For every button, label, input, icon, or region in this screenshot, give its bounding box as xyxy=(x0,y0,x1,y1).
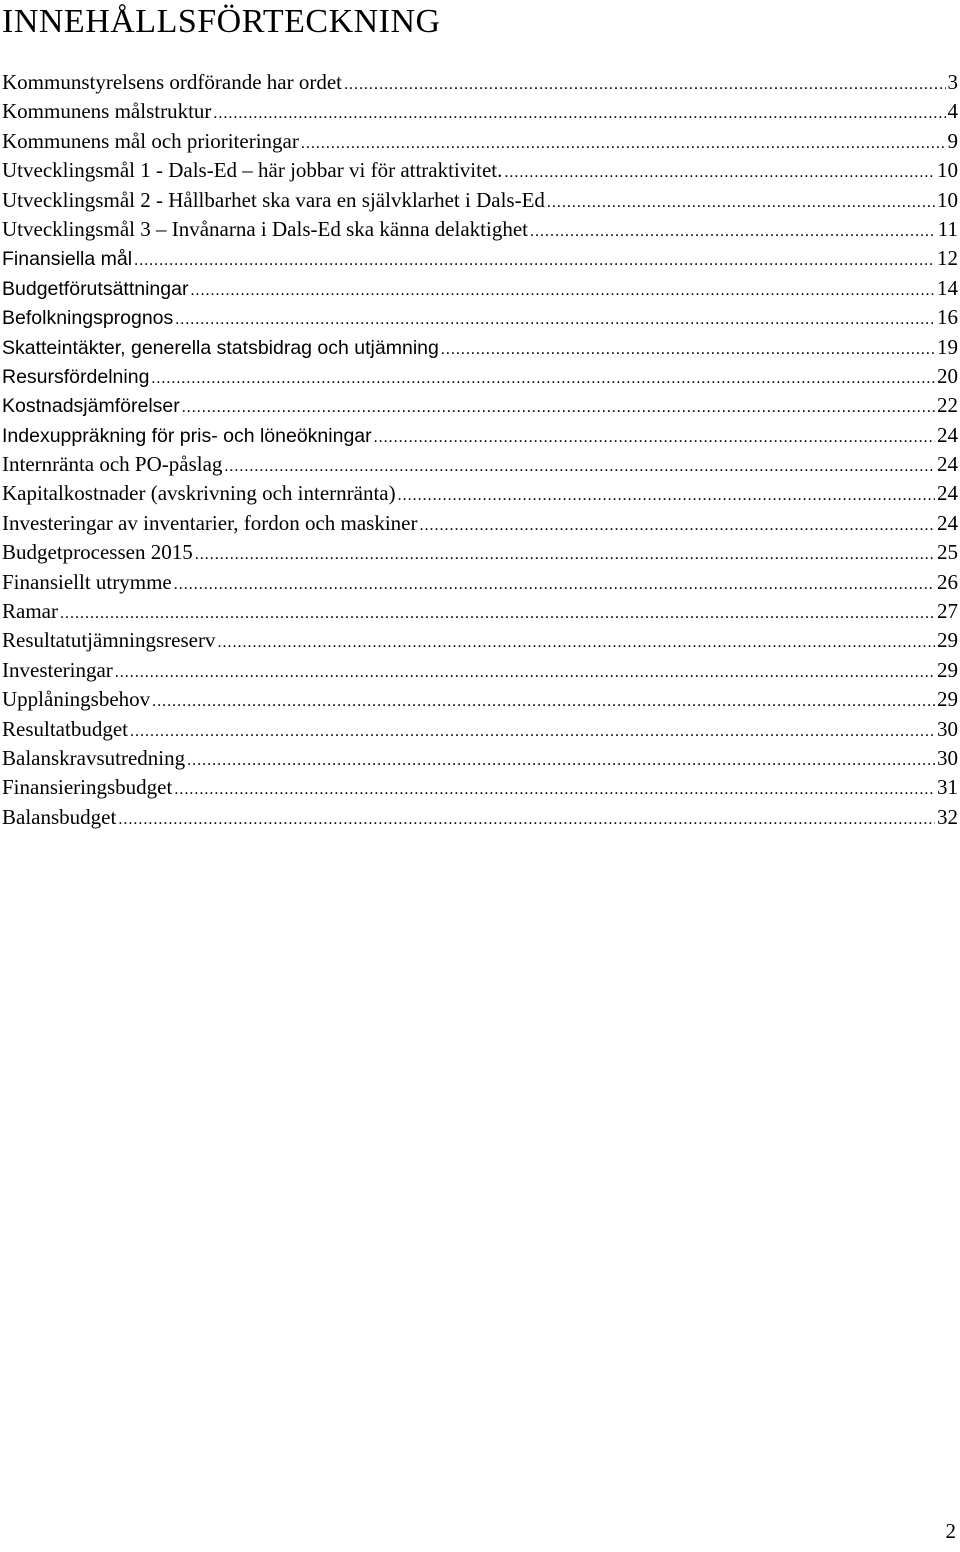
toc-leader-dots xyxy=(195,540,935,569)
toc-entry-label: Balanskravsutredning xyxy=(2,745,186,770)
toc-leader-dots xyxy=(175,305,935,334)
toc-entry-page: 3 xyxy=(947,70,958,94)
toc-entry-label: Utvecklingsmål 2 - Hållbarhet ska vara en självklarhet i Dals-Ed xyxy=(2,187,545,212)
toc-entry-page: 19 xyxy=(937,334,958,359)
toc-entry-page: 26 xyxy=(937,569,958,594)
toc-entry[interactable] xyxy=(2,244,958,273)
toc-entry[interactable] xyxy=(2,803,958,832)
toc-entry-label: Upplåningsbehov xyxy=(2,687,151,712)
toc-leader-dots xyxy=(182,393,935,422)
toc-entry-label: Utvecklingsmål 1 - Dals-Ed – här jobbar vi för attraktivitet. xyxy=(2,158,503,183)
toc-entry-page: 31 xyxy=(937,775,958,800)
toc-leader-dots xyxy=(344,70,946,99)
toc-leader-dots xyxy=(504,158,935,187)
toc-entry-label: Skatteintäkter, generella statsbidrag och utjämning xyxy=(2,336,439,359)
toc-entry-page: 30 xyxy=(937,716,958,741)
toc-leader-dots xyxy=(134,246,935,275)
toc-leader-dots xyxy=(530,217,936,246)
toc-entry[interactable] xyxy=(2,597,958,626)
toc-entry[interactable] xyxy=(2,421,958,450)
toc-entry-page: 11 xyxy=(937,216,958,241)
toc-entry-label: Kommunstyrelsens ordförande har ordet xyxy=(2,70,342,94)
toc-entry-page: 14 xyxy=(937,275,958,300)
toc-leader-dots xyxy=(60,599,935,628)
toc-leader-dots xyxy=(190,276,935,305)
toc-entry-label: Resultatbudget xyxy=(2,716,128,741)
table-of-contents xyxy=(2,68,958,832)
toc-entry-page: 29 xyxy=(937,628,958,653)
toc-entry[interactable] xyxy=(2,186,958,215)
toc-entry[interactable] xyxy=(2,156,958,185)
toc-leader-dots xyxy=(151,364,935,393)
toc-entry-label: Befolkningsprognos xyxy=(2,307,174,330)
toc-entry[interactable] xyxy=(2,715,958,744)
toc-entry[interactable] xyxy=(2,538,958,567)
toc-entry-page: 32 xyxy=(937,804,958,829)
toc-leader-dots xyxy=(115,658,935,687)
toc-entry-label: Kostnadsjämförelser xyxy=(2,395,180,418)
toc-entry-label: Ramar xyxy=(2,599,58,624)
toc-entry-label: Finansieringsbudget xyxy=(2,775,173,800)
toc-entry[interactable] xyxy=(2,450,958,479)
toc-entry[interactable] xyxy=(2,509,958,538)
toc-entry[interactable] xyxy=(2,568,958,597)
toc-entry-page: 29 xyxy=(937,657,958,682)
toc-leader-dots xyxy=(374,423,935,452)
toc-leader-dots xyxy=(174,570,935,599)
toc-entry[interactable] xyxy=(2,626,958,655)
toc-entry[interactable] xyxy=(2,685,958,714)
page-number: 2 xyxy=(945,1519,956,1543)
toc-leader-dots xyxy=(217,628,935,657)
toc-entry[interactable] xyxy=(2,215,958,244)
toc-leader-dots xyxy=(398,481,935,510)
toc-entry-page: 16 xyxy=(937,305,958,330)
toc-entry[interactable] xyxy=(2,744,958,773)
toc-leader-dots xyxy=(174,775,935,804)
toc-entry[interactable] xyxy=(2,656,958,685)
toc-leader-dots xyxy=(130,717,935,746)
toc-entry-label: Internränta och PO-påslag xyxy=(2,452,223,477)
toc-entry[interactable] xyxy=(2,333,958,362)
toc-entry-label: Finansiella mål xyxy=(2,248,133,271)
toc-entry-label: Investeringar av inventarier, fordon och maskiner xyxy=(2,510,418,535)
toc-entry[interactable] xyxy=(2,68,958,97)
toc-entry-page: 20 xyxy=(937,363,958,388)
toc-entry-label: Balansbudget xyxy=(2,804,117,829)
toc-entry-page: 27 xyxy=(937,599,958,624)
toc-entry-label: Kommunens målstruktur xyxy=(2,99,212,124)
toc-entry-label: Budgetprocessen 2015 xyxy=(2,540,193,565)
toc-entry-label: Indexuppräkning för pris- och löneökningar xyxy=(2,424,372,447)
toc-entry[interactable] xyxy=(2,127,958,156)
toc-leader-dots xyxy=(224,452,935,481)
toc-entry-page: 24 xyxy=(937,510,958,535)
toc-entry-page: 22 xyxy=(937,393,958,418)
toc-leader-dots xyxy=(301,129,946,158)
toc-entry-page: 24 xyxy=(937,481,958,506)
page-title: INNEHÅLLSFÖRTECKNING xyxy=(2,3,441,40)
toc-entry[interactable] xyxy=(2,303,958,332)
toc-entry[interactable] xyxy=(2,97,958,126)
toc-entry-page: 24 xyxy=(937,422,958,447)
toc-entry-page: 10 xyxy=(937,187,958,212)
toc-entry-label: Finansiellt utrymme xyxy=(2,569,172,594)
toc-leader-dots xyxy=(213,99,945,128)
toc-entry-page: 4 xyxy=(947,99,958,124)
toc-entry-page: 25 xyxy=(937,540,958,565)
toc-entry[interactable] xyxy=(2,391,958,420)
toc-entry-page: 9 xyxy=(947,128,958,153)
toc-entry-page: 30 xyxy=(937,745,958,770)
toc-entry[interactable] xyxy=(2,362,958,391)
toc-leader-dots xyxy=(152,687,935,716)
toc-leader-dots xyxy=(547,188,935,217)
toc-entry-label: Resursfördelning xyxy=(2,365,150,388)
toc-entry[interactable] xyxy=(2,274,958,303)
toc-entry[interactable] xyxy=(2,479,958,508)
toc-entry-label: Kapitalkostnader (avskrivning och internränta) xyxy=(2,481,396,506)
toc-entry-page: 12 xyxy=(937,246,958,271)
toc-entry-page: 10 xyxy=(937,158,958,183)
toc-entry-page: 29 xyxy=(937,687,958,712)
toc-entry-label: Kommunens mål och prioriteringar xyxy=(2,128,299,153)
toc-entry-label: Budgetförutsättningar xyxy=(2,277,189,300)
toc-entry-label: Utvecklingsmål 3 – Invånarna i Dals-Ed ska känna delaktighet xyxy=(2,216,529,241)
toc-entry[interactable] xyxy=(2,773,958,802)
toc-leader-dots xyxy=(187,746,935,775)
toc-leader-dots xyxy=(420,511,936,540)
toc-entry-label: Resultatutjämningsreserv xyxy=(2,628,216,653)
toc-leader-dots xyxy=(118,805,935,834)
toc-entry-label: Investeringar xyxy=(2,657,113,682)
toc-leader-dots xyxy=(441,335,935,364)
toc-entry-page: 24 xyxy=(937,452,958,477)
